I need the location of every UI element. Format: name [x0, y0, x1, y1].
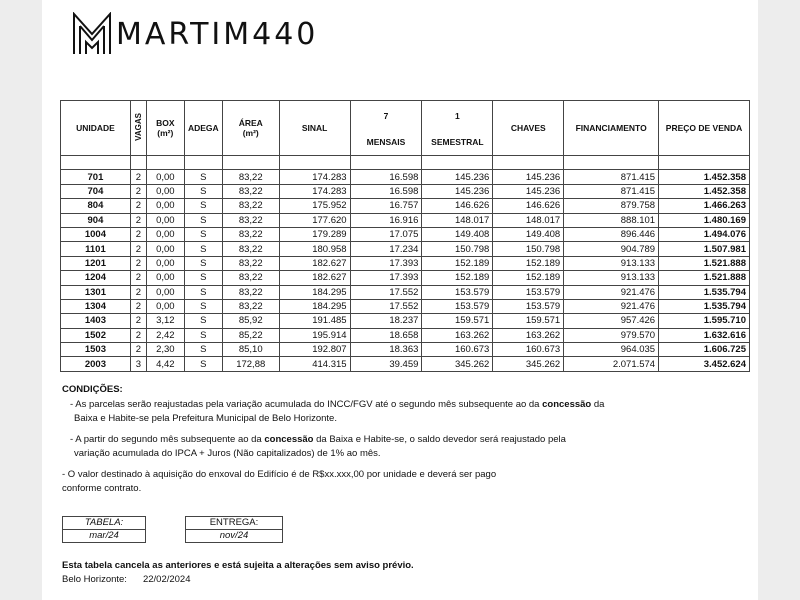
cell-sinal: 180.958 [279, 242, 350, 256]
cell-semestral: 163.262 [422, 328, 493, 342]
cell-unidade: 1101 [61, 242, 131, 256]
cell-box: 2,30 [146, 343, 184, 357]
cell-vagas: 2 [130, 227, 146, 241]
cell-adega: S [184, 242, 222, 256]
cell-box: 0,00 [146, 227, 184, 241]
cell-unidade: 1503 [61, 343, 131, 357]
cell-preco: 1.606.725 [659, 343, 750, 357]
cell-semestral: 153.579 [422, 285, 493, 299]
cell-chaves: 163.262 [493, 328, 564, 342]
col-box [146, 101, 184, 156]
cell-mensais: 16.598 [350, 184, 422, 198]
table-row [61, 199, 750, 213]
cell-sinal: 174.283 [279, 170, 350, 184]
cell-area: 83,22 [222, 285, 279, 299]
cell-adega: S [184, 357, 222, 371]
col-semestral-count: 1 [455, 111, 460, 121]
cell-unidade: 1304 [61, 299, 131, 313]
conditions-section [62, 383, 662, 496]
cell-vagas: 2 [130, 184, 146, 198]
cell-semestral: 145.236 [422, 184, 493, 198]
cell-chaves: 145.236 [493, 170, 564, 184]
cell-vagas: 2 [130, 256, 146, 270]
table-row [61, 271, 750, 285]
cell-mensais: 18.658 [350, 328, 422, 342]
cell-box: 3,12 [146, 314, 184, 328]
cell-adega: S [184, 184, 222, 198]
col-box-label: BOX [156, 118, 175, 128]
entrega-value: nov/24 [186, 530, 283, 543]
cell-box: 4,42 [146, 357, 184, 371]
cell-sinal: 414.315 [279, 357, 350, 371]
cell-mensais: 17.552 [350, 285, 422, 299]
cell-box: 0,00 [146, 199, 184, 213]
table-row [61, 227, 750, 241]
cell-mensais: 17.393 [350, 256, 422, 270]
cell-area: 83,22 [222, 199, 279, 213]
cell-unidade: 904 [61, 213, 131, 227]
cell-chaves: 145.236 [493, 184, 564, 198]
col-preco: PREÇO DE VENDA [659, 101, 750, 156]
cell-preco: 3.452.624 [659, 357, 750, 371]
cell-vagas: 2 [130, 299, 146, 313]
cell-preco: 1.494.076 [659, 227, 750, 241]
cell-semestral: 152.189 [422, 256, 493, 270]
cell-semestral: 160.673 [422, 343, 493, 357]
table-row [61, 285, 750, 299]
cell-financiamento: 913.133 [564, 256, 659, 270]
cell-mensais: 17.234 [350, 242, 422, 256]
tabela-label: TABELA: [63, 517, 146, 530]
table-row [61, 343, 750, 357]
col-unidade: UNIDADE [61, 101, 131, 156]
col-area-label: ÁREA [238, 118, 263, 128]
cell-financiamento: 2.071.574 [564, 357, 659, 371]
cell-chaves: 345.262 [493, 357, 564, 371]
tabela-box [62, 516, 146, 543]
cell-chaves: 153.579 [493, 299, 564, 313]
cell-financiamento: 964.035 [564, 343, 659, 357]
cell-box: 0,00 [146, 184, 184, 198]
brand-name: MARTIM440 [116, 16, 319, 52]
cell-semestral: 345.262 [422, 357, 493, 371]
cell-financiamento: 871.415 [564, 170, 659, 184]
table-row [61, 256, 750, 270]
cell-area: 83,22 [222, 256, 279, 270]
cell-adega: S [184, 299, 222, 313]
cell-vagas: 2 [130, 213, 146, 227]
cell-semestral: 153.579 [422, 299, 493, 313]
col-sinal: SINAL [279, 101, 350, 156]
col-mensais-count: 7 [383, 111, 389, 121]
table-row [61, 170, 750, 184]
cell-area: 85,22 [222, 328, 279, 342]
condition-2-line2: variação acumulada do IPCA + Juros (Não capitalizados) de 1% ao mês. [74, 448, 381, 459]
cell-preco: 1.595.710 [659, 314, 750, 328]
cell-financiamento: 904.789 [564, 242, 659, 256]
cell-unidade: 1201 [61, 256, 131, 270]
cell-financiamento: 921.476 [564, 299, 659, 313]
condition-1-text-end: da [591, 399, 605, 410]
cell-unidade: 701 [61, 170, 131, 184]
col-area [222, 101, 279, 156]
condition-1-text: - As parcelas serão reajustadas pela variação acumulada do INCC/FGV até o segundo mês subsequente ao da [70, 399, 543, 410]
cell-mensais: 16.916 [350, 213, 422, 227]
cell-sinal: 175.952 [279, 199, 350, 213]
table-row [61, 328, 750, 342]
cell-preco: 1.452.358 [659, 170, 750, 184]
footer-city: Belo Horizonte: [62, 574, 127, 585]
cell-box: 0,00 [146, 299, 184, 313]
cell-mensais: 39.459 [350, 357, 422, 371]
col-vagas [130, 101, 146, 156]
cell-sinal: 184.295 [279, 299, 350, 313]
brand-logo [72, 10, 318, 58]
cell-financiamento: 979.570 [564, 328, 659, 342]
cell-sinal: 177.620 [279, 213, 350, 227]
cell-mensais: 16.757 [350, 199, 422, 213]
conditions-title: CONDIÇÕES: [62, 384, 123, 395]
cell-mensais: 17.393 [350, 271, 422, 285]
cell-preco: 1.521.888 [659, 271, 750, 285]
cell-area: 83,22 [222, 242, 279, 256]
cell-adega: S [184, 199, 222, 213]
cell-unidade: 804 [61, 199, 131, 213]
cell-vagas: 2 [130, 271, 146, 285]
condition-3: - O valor destinado à aquisição do enxoval do Edifício é de R$xx.xxx,00 por unidade e deverá ser pago [62, 469, 497, 480]
cell-vagas: 2 [130, 314, 146, 328]
entrega-box [185, 516, 283, 543]
condition-3-line2: conforme contrato. [62, 483, 142, 494]
cell-mensais: 16.598 [350, 170, 422, 184]
cell-unidade: 1403 [61, 314, 131, 328]
footer [62, 559, 414, 587]
cell-semestral: 146.626 [422, 199, 493, 213]
cell-chaves: 159.571 [493, 314, 564, 328]
cell-sinal: 192.807 [279, 343, 350, 357]
col-chaves: CHAVES [493, 101, 564, 156]
cell-adega: S [184, 170, 222, 184]
cell-adega: S [184, 314, 222, 328]
table-row [61, 357, 750, 371]
cell-area: 83,22 [222, 184, 279, 198]
cell-adega: S [184, 213, 222, 227]
cell-area: 83,22 [222, 227, 279, 241]
cell-area: 83,22 [222, 170, 279, 184]
cell-adega: S [184, 328, 222, 342]
cell-semestral: 152.189 [422, 271, 493, 285]
cell-preco: 1.535.794 [659, 299, 750, 313]
condition-1-line2: Baixa e Habite-se pela Prefeitura Municipal de Belo Horizonte. [74, 413, 337, 424]
cell-unidade: 704 [61, 184, 131, 198]
col-semestral-label: SEMESTRAL [431, 137, 484, 147]
table-row [61, 242, 750, 256]
cell-mensais: 18.363 [350, 343, 422, 357]
cell-chaves: 150.798 [493, 242, 564, 256]
cell-area: 83,22 [222, 299, 279, 313]
table-spacer-row [61, 156, 750, 170]
cell-unidade: 1004 [61, 227, 131, 241]
cell-semestral: 150.798 [422, 242, 493, 256]
cell-preco: 1.507.981 [659, 242, 750, 256]
cell-box: 0,00 [146, 170, 184, 184]
cell-unidade: 1502 [61, 328, 131, 342]
condition-1-bold: concessão [542, 399, 592, 410]
cell-sinal: 182.627 [279, 271, 350, 285]
cell-area: 172,88 [222, 357, 279, 371]
cell-area: 83,22 [222, 213, 279, 227]
cell-financiamento: 921.476 [564, 285, 659, 299]
table-row [61, 299, 750, 313]
cell-sinal: 182.627 [279, 256, 350, 270]
cell-semestral: 145.236 [422, 170, 493, 184]
cell-chaves: 153.579 [493, 285, 564, 299]
col-box-unit: (m²) [157, 128, 174, 138]
cell-preco: 1.452.358 [659, 184, 750, 198]
cell-mensais: 17.075 [350, 227, 422, 241]
cell-preco: 1.521.888 [659, 256, 750, 270]
cell-area: 85,92 [222, 314, 279, 328]
cell-vagas: 2 [130, 328, 146, 342]
cell-box: 0,00 [146, 285, 184, 299]
cell-box: 0,00 [146, 256, 184, 270]
cell-preco: 1.535.794 [659, 285, 750, 299]
footer-date: 22/02/2024 [142, 574, 191, 585]
cell-chaves: 152.189 [493, 256, 564, 270]
martim-monogram-icon [72, 12, 112, 56]
col-semestral [422, 101, 493, 156]
col-mensais-label: MENSAIS [366, 137, 406, 147]
cell-chaves: 146.626 [493, 199, 564, 213]
col-financiamento: FINANCIAMENTO [564, 101, 659, 156]
cell-vagas: 2 [130, 170, 146, 184]
cell-adega: S [184, 343, 222, 357]
cell-area: 85,10 [222, 343, 279, 357]
entrega-label: ENTREGA: [186, 517, 283, 530]
cell-chaves: 160.673 [493, 343, 564, 357]
cell-financiamento: 913.133 [564, 271, 659, 285]
col-area-unit: (m²) [242, 128, 259, 138]
cell-adega: S [184, 285, 222, 299]
cell-sinal: 174.283 [279, 184, 350, 198]
cell-box: 0,00 [146, 271, 184, 285]
cell-semestral: 148.017 [422, 213, 493, 227]
cell-semestral: 149.408 [422, 227, 493, 241]
cell-adega: S [184, 271, 222, 285]
cell-preco: 1.466.263 [659, 199, 750, 213]
footer-notice: Esta tabela cancela as anteriores e está sujeita a alterações sem aviso prévio. [62, 560, 414, 571]
cell-chaves: 148.017 [493, 213, 564, 227]
cell-area: 83,22 [222, 271, 279, 285]
cell-financiamento: 896.446 [564, 227, 659, 241]
cell-financiamento: 879.758 [564, 199, 659, 213]
cell-preco: 1.480.169 [659, 213, 750, 227]
cell-chaves: 152.189 [493, 271, 564, 285]
cell-preco: 1.632.616 [659, 328, 750, 342]
col-vagas-label: VAGAS [133, 113, 143, 141]
table-row [61, 184, 750, 198]
cell-vagas: 2 [130, 199, 146, 213]
cell-financiamento: 888.101 [564, 213, 659, 227]
cell-adega: S [184, 227, 222, 241]
cell-adega: S [184, 256, 222, 270]
tabela-value: mar/24 [63, 530, 146, 543]
cell-financiamento: 957.426 [564, 314, 659, 328]
cell-vagas: 2 [130, 285, 146, 299]
cell-vagas: 2 [130, 242, 146, 256]
cell-unidade: 1301 [61, 285, 131, 299]
cell-box: 0,00 [146, 242, 184, 256]
condition-2-text: - A partir do segundo mês subsequente ao da [70, 434, 265, 445]
cell-unidade: 1204 [61, 271, 131, 285]
cell-sinal: 191.485 [279, 314, 350, 328]
cell-unidade: 2003 [61, 357, 131, 371]
cell-semestral: 159.571 [422, 314, 493, 328]
col-mensais [350, 101, 422, 156]
cell-mensais: 18.237 [350, 314, 422, 328]
condition-1 [62, 398, 662, 412]
condition-2-text-end: da Baixa e Habite-se, o saldo devedor será reajustado pela [313, 434, 566, 445]
footer-place-date [62, 573, 414, 587]
cell-vagas: 2 [130, 343, 146, 357]
cell-sinal: 184.295 [279, 285, 350, 299]
cell-box: 0,00 [146, 213, 184, 227]
table-row [61, 314, 750, 328]
col-adega: ADEGA [184, 101, 222, 156]
table-row [61, 213, 750, 227]
table-header-row [61, 101, 750, 156]
condition-2-bold: concessão [264, 434, 314, 445]
cell-mensais: 17.552 [350, 299, 422, 313]
cell-financiamento: 871.415 [564, 184, 659, 198]
cell-sinal: 179.289 [279, 227, 350, 241]
condition-2 [62, 433, 662, 447]
cell-chaves: 149.408 [493, 227, 564, 241]
cell-sinal: 195.914 [279, 328, 350, 342]
price-table [60, 100, 750, 372]
cell-vagas: 3 [130, 357, 146, 371]
cell-box: 2,42 [146, 328, 184, 342]
